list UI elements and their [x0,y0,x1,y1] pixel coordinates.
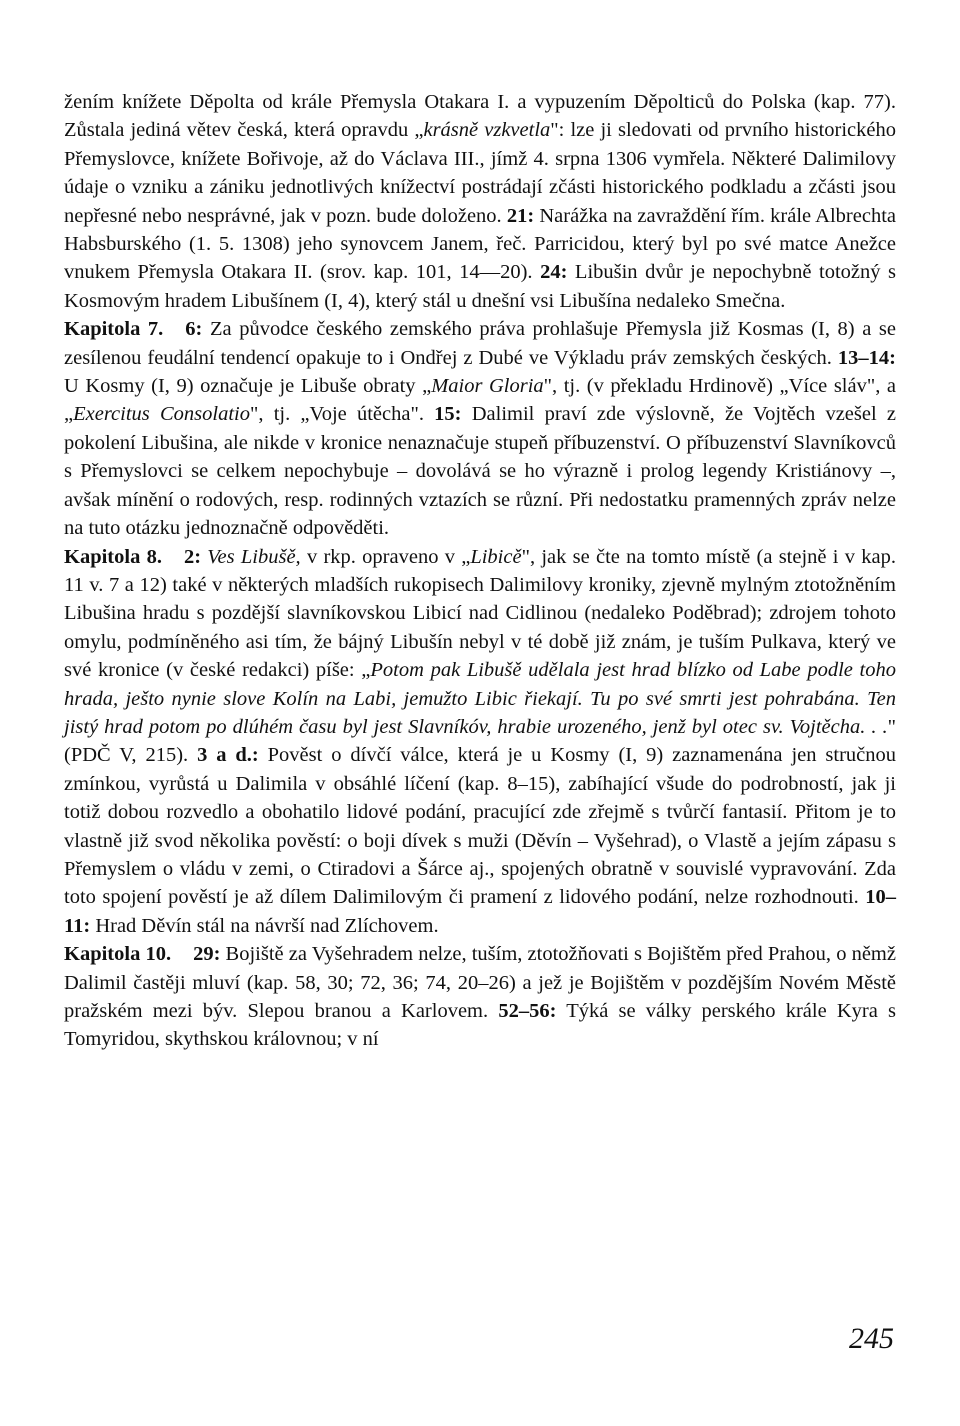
verse-reference: 52–56: [498,1000,557,1022]
text-run: Týká se války perského krále Kyra s Tomyridou, skythskou královnou; v ní [64,1000,896,1051]
page-number: 245 [849,1322,894,1355]
quotation: Ves Libušě, [201,545,301,568]
verse-reference: 21: [506,204,535,227]
text-run: žením knížete Děpolta od krále Přemysla Otakara I. a vypuzením Děpolticů do Polska (kap. 77). Zůstala jediná větev česká, která opravdu „ [64,91,896,142]
verse-reference: 6: [185,318,203,341]
text-run: Dalimil praví zde výslovně, že Vojtěch vzešel z pokolení Libušina, ale nikde v kronice nenaznačuje stupeň příbuzenství. O příbuzenství Slavníkovců s Přemyslovci se celkem nepochybuje – dovolává se ho výrazně i prolog legendy Kristiánovy –, avšak mínění o rodových, resp. rodinných vztazích se různí. Při nedostatku pramenných zpráv nelze na tuto otázku jednoznačně odpověděti. [64,403,896,540]
page-body [64,88,896,1054]
text-run: Pověst o dívčí válce, která je u Kosmy (I, 9) zaznamenána jen stručnou zmínkou, vyrůstá u Dalimila v obsáhlé líčení (kap. 8–15), zabíhající všude do podrobností, jak ji totiž dobou rozvedlo a obohatilo lidové podání, pracující zde zřejmě s tvůrčí fantasií. Přitom je to vlastně již svod několika pověstí: o boji dívek s muži (Děvín – Vyšehrad), o Vlastě a jejím zápasu s Přemyslem o vládu v zemi, o Ctiradovi a Šárce aj., spojených obratně v souvislé vypravování. Zda toto spojení pověstí je až dílem Dalimilovým či pramení z lidového podání, nelze rozhodnouti. [64,744,896,909]
text-run: ", tj. (v překladu Hrdinově) „Více sláv", a „ [64,375,896,426]
chapter-10-paragraph [64,940,896,1054]
verse-reference: 2: [183,545,202,568]
text-run: ", tj. „Voje útěcha". [249,403,435,426]
quotation: krásně vzkvetla [423,119,551,142]
quotation: Maior Gloria [431,375,544,398]
verse-reference: 13–14: [837,346,896,369]
text-run: v rkp. opraveno v „ [300,545,471,568]
verse-reference: 15: [434,403,462,426]
verse-reference: 29: [193,943,221,966]
text-run: " (PDČ V, 215). [64,715,896,767]
verse-reference: 24: [540,261,568,284]
quotation: Libicě [470,545,522,568]
chapter-8-paragraph [64,543,896,941]
quotation: Exercitus Consolatio [73,403,250,426]
intro-paragraph [64,88,896,315]
text-run: Bojiště za Vyšehradem nelze, tuším, ztotožňovati s Bojištěm před Prahou, o němž Dalimil častěji mluví (kap. 58, 30; 72, 36; 74, 20–26) a jež je Bojištěm v pozdějším Novém Městě pražském mezi býv. Slepou branou a Karlovem. [64,943,896,1022]
chapter-7-paragraph [64,315,896,542]
chapter-heading: Kapitola 10. [64,943,172,966]
verse-reference: 10–11: [64,886,896,937]
text-run: Hrad Děvín stál na návrší nad Zlíchovem. [90,914,439,937]
text-run: Narážka na zavraždění řím. krále Albrechta Habsburského (1. 5. 1308) jeho synovcem Janem, řeč. Parricidou, který byl po své matce Anežce vnukem Přemysla Otakara II. (srov. kap. 101, 14—20). [64,204,896,284]
text-run: Za původce českého zemského práva prohlašuje Přemysla již Kosmas (I, 8) a se zesílenou feudální tendencí opakuje to i Ondřej z Dubé ve Výkladu práv zemských českých. [64,318,896,369]
chapter-heading: Kapitola 7. [64,318,164,341]
quotation: Potom pak Libušě udělala jest hrad blízko od Labe podle toho hrada, ješto nynie slove Kolín na Labi, jemužto Libic řiekají. Tu po své smrti jest pohrabána. Ten jistý hrad potom po dlúhém času byl jest Slavníkóv, hrabie urozeného, jenž byl otec sv. Vojtěcha. . . [64,659,896,738]
chapter-heading: Kapitola 8. [64,545,162,568]
text-run: ": lze ji sledovati od prvního historického Přemyslovce, knížete Bořivoje, až do Václava III., jímž 4. srpna 1306 vymřela. Některé Dalimilovy údaje o vzniku a zániku jednotlivých knížectví postrádají zčásti historického podkladu a zčásti jsou nepřesné nebo nesprávné, jak v pozn. bude doloženo. [64,119,896,227]
text-run: Libušin dvůr je nepochybně totožný s Kosmovým hradem Libušínem (I, 4), který stál u dnešní vsi Libušína nedaleko Smečna. [64,261,897,312]
text-run: U Kosmy (I, 9) označuje je Libuše obraty „ [64,375,432,398]
verse-reference: 3 a d.: [197,744,259,767]
text-run: ", jak se čte na tomto místě (a stejně i v kap. 11 v. 7 a 12) také v některých mladších rukopisech Dalimilovy kroniky, zjevně mylným ztotožněním Libušina hradu s pozdější slavníkovskou Libicí nad Cidlinou (nedaleko Poděbrad); zdrojem tohoto omylu, podmíněného asi tím, že bájný Libušín nebyl v té době již znám, je tuším Pulkava, který ve své kronice (v české redakci) píše: „ [64,545,896,682]
